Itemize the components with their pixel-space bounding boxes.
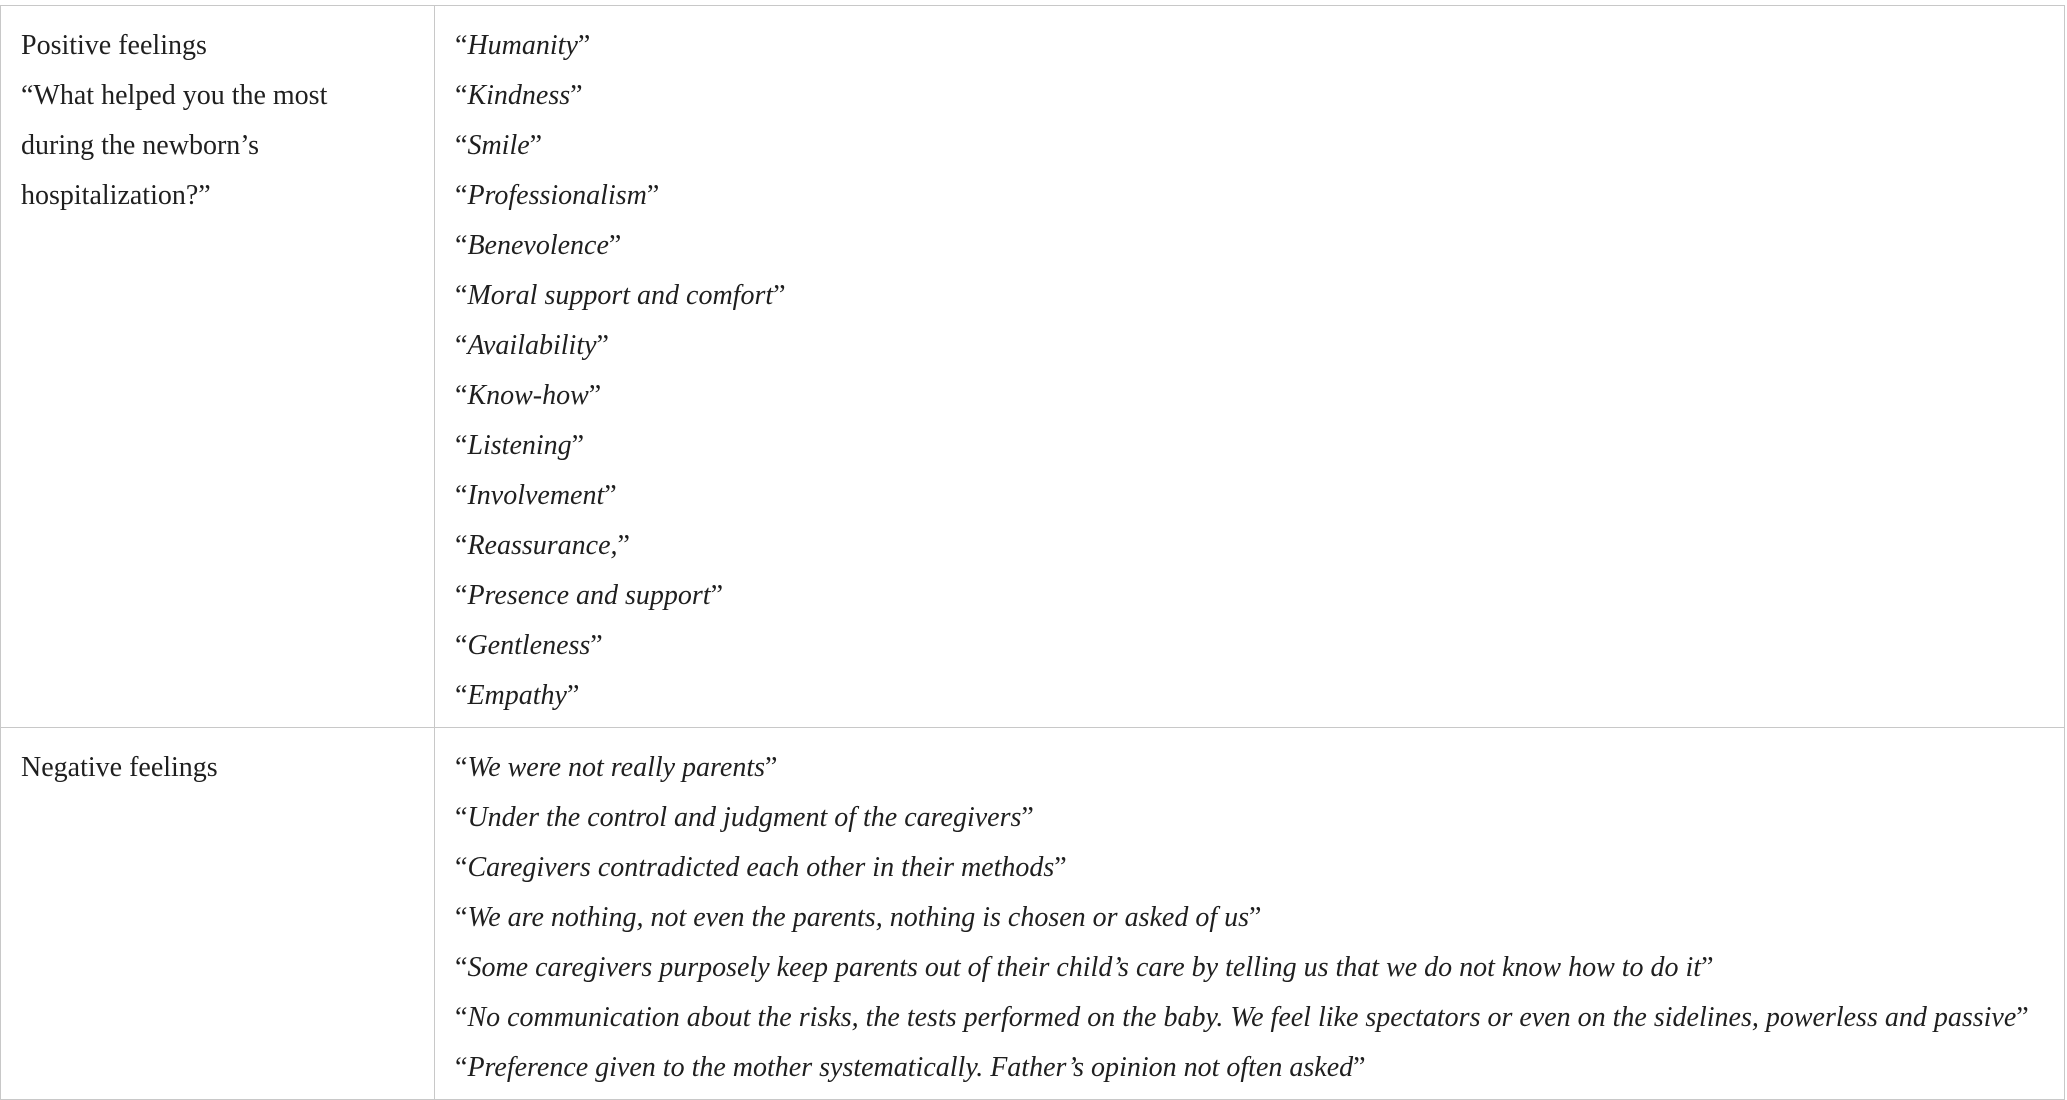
quote-item	[455, 71, 2064, 121]
open-quote-mark: “	[455, 1052, 468, 1083]
quote-text: Involvement	[467, 480, 605, 511]
open-quote-mark: “	[455, 530, 468, 561]
close-quote-mark: ”	[608, 230, 622, 261]
quote-item	[455, 471, 2064, 521]
quote-item	[455, 171, 2064, 221]
open-quote-mark: “	[455, 30, 468, 61]
open-quote-mark: “	[455, 230, 468, 261]
open-quote-mark: “	[455, 852, 468, 883]
quote-item	[455, 893, 2064, 943]
close-quote-mark: ”	[590, 630, 603, 661]
quote-item	[455, 943, 2064, 993]
quote-item	[455, 121, 2064, 171]
table-row	[1, 728, 2065, 1100]
close-quote-mark: ”	[566, 680, 580, 711]
table-row	[1, 6, 2065, 728]
quote-text: Benevolence	[467, 230, 609, 261]
quotes-cell	[435, 6, 2065, 728]
quote-text: Presence and support	[467, 580, 711, 611]
quote-item	[455, 671, 2064, 721]
quote-text: Under the control and judgment of the caregivers	[467, 802, 1022, 833]
quote-item	[455, 843, 2064, 893]
quote-item	[455, 321, 2064, 371]
close-quote-mark: ”	[1353, 1052, 1366, 1083]
quote-text: Know-how	[467, 380, 589, 411]
close-quote-mark: ”	[588, 380, 602, 411]
quote-text: Professionalism	[467, 180, 647, 211]
close-quote-mark: ”	[604, 480, 617, 511]
close-quote-mark: ”	[1054, 852, 1067, 883]
category-cell	[1, 6, 435, 728]
open-quote-mark: “	[455, 952, 468, 983]
quote-item	[455, 371, 2064, 421]
quote-text: No communication about the risks, the tests performed on the baby. We feel like spectators or even on the sidelines, powerless and passive	[467, 1002, 2017, 1033]
quote-item	[455, 521, 2064, 571]
close-quote-mark: ”	[710, 580, 724, 611]
quote-text: Humanity	[467, 30, 578, 61]
quote-item	[455, 21, 2064, 71]
quote-text: Preference given to the mother systematically. Father’s opinion not often asked	[467, 1052, 1354, 1083]
quote-item	[455, 621, 2064, 671]
open-quote-mark: “	[455, 680, 468, 711]
quote-text: We were not really parents	[467, 752, 766, 783]
open-quote-mark: “	[455, 752, 468, 783]
quote-text: Listening	[467, 430, 572, 461]
quote-item	[455, 743, 2064, 793]
close-quote-mark: ”	[529, 130, 543, 161]
close-quote-mark: ”	[1701, 952, 1714, 983]
open-quote-mark: “	[455, 430, 468, 461]
quote-item	[455, 421, 2064, 471]
quotes-cell	[435, 728, 2065, 1100]
feelings-table	[0, 5, 2065, 1100]
quote-text: Moral support and comfort	[467, 280, 774, 311]
close-quote-mark: ”	[577, 30, 591, 61]
open-quote-mark: “	[455, 480, 468, 511]
open-quote-mark: “	[455, 330, 468, 361]
quote-item	[455, 221, 2064, 271]
quote-text: Empathy	[467, 680, 567, 711]
quote-text: Kindness	[467, 80, 571, 111]
quote-item	[455, 793, 2064, 843]
open-quote-mark: “	[455, 802, 468, 833]
close-quote-mark: ”	[646, 180, 660, 211]
quote-item	[455, 271, 2064, 321]
category-text-line: “What helped you the most	[21, 80, 328, 111]
category-cell	[1, 728, 435, 1100]
open-quote-mark: “	[455, 180, 468, 211]
close-quote-mark: ”	[765, 752, 778, 783]
category-text-line: hospitalization?”	[21, 180, 211, 211]
category-text-line: Negative feelings	[21, 752, 218, 783]
open-quote-mark: “	[455, 280, 468, 311]
quote-text: Gentleness	[467, 630, 591, 661]
close-quote-mark: ”	[570, 80, 583, 111]
quote-item	[455, 1043, 2064, 1093]
quote-text: Smile	[467, 130, 530, 161]
close-quote-mark: ”	[2016, 1002, 2029, 1033]
quote-text: Availability	[467, 330, 597, 361]
close-quote-mark: ”	[571, 430, 585, 461]
quote-text: Reassurance,	[467, 530, 618, 561]
open-quote-mark: “	[455, 580, 468, 611]
open-quote-mark: “	[455, 1002, 468, 1033]
open-quote-mark: “	[455, 380, 468, 411]
close-quote-mark: ”	[773, 280, 786, 311]
open-quote-mark: “	[455, 130, 468, 161]
quote-text: Caregivers contradicted each other in their methods	[467, 852, 1055, 883]
close-quote-mark: ”	[1021, 802, 1034, 833]
quote-text: We are nothing, not even the parents, nothing is chosen or asked of us	[467, 902, 1250, 933]
category-text-line: during the newborn’s	[21, 130, 259, 161]
quote-item	[455, 571, 2064, 621]
open-quote-mark: “	[455, 630, 468, 661]
category-text-line: Positive feelings	[21, 30, 207, 61]
table-body	[1, 6, 2065, 1100]
open-quote-mark: “	[455, 902, 468, 933]
quote-text: Some caregivers purposely keep parents out of their child’s care by telling us that we do not know how to do it	[467, 952, 1702, 983]
close-quote-mark: ”	[596, 330, 609, 361]
close-quote-mark: ”	[617, 530, 630, 561]
quote-item	[455, 993, 2064, 1043]
open-quote-mark: “	[455, 80, 468, 111]
close-quote-mark: ”	[1249, 902, 1262, 933]
